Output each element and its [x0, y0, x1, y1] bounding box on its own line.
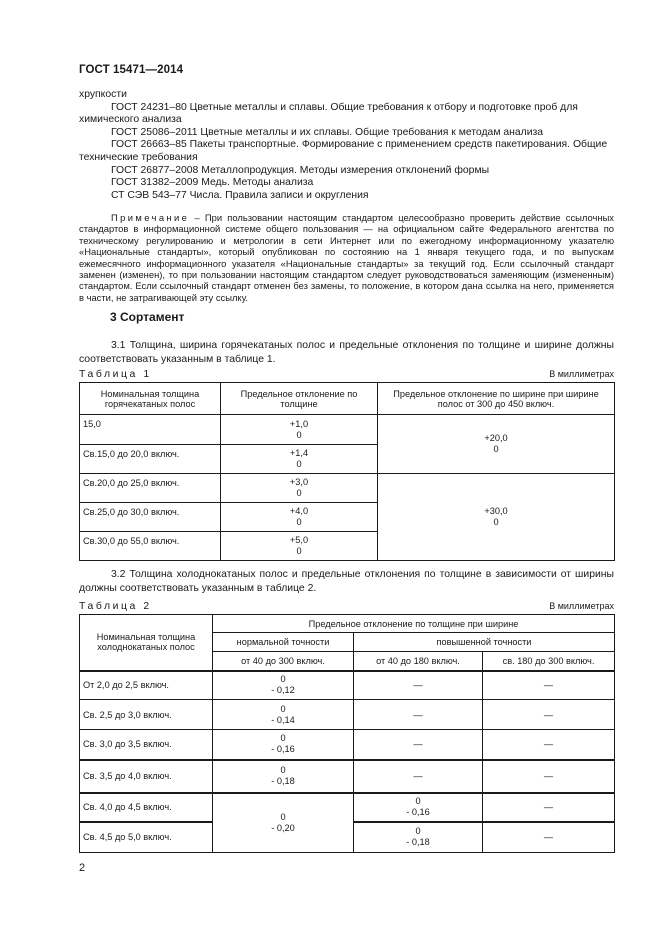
table-2	[79, 614, 615, 853]
reference-item: ГОСТ 24231–80 Цветные металлы и сплавы. Общие требования к отбору и подготовке проб для химического анализа	[79, 101, 578, 126]
table-cell: —	[354, 671, 483, 700]
table-row	[80, 760, 615, 793]
table-row	[80, 700, 615, 730]
table1-caption	[79, 369, 614, 380]
table-cell: Св. 4,0 до 4,5 включ.	[80, 793, 213, 822]
table-cell: Св.15,0 до 20,0 включ.	[80, 445, 221, 474]
table-cell: —	[483, 760, 615, 793]
table-cell: +30,0 0	[378, 474, 615, 561]
table2-title: Таблица 2	[79, 601, 152, 612]
table2-subheader-high2: св. 180 до 300 включ.	[483, 652, 615, 671]
table-cell: Св. 3,5 до 4,0 включ.	[80, 760, 213, 793]
table-cell: —	[483, 822, 615, 853]
document-header: ГОСТ 15471—2014	[79, 64, 184, 76]
table-cell: +4,0 0	[221, 503, 378, 532]
table-cell: 0 - 0,12	[213, 671, 354, 700]
table-cell: 0 - 0,16	[213, 730, 354, 760]
reference-item: СТ СЭВ 543–77 Числа. Правила записи и округления	[111, 189, 369, 201]
table-cell: —	[354, 760, 483, 793]
table2-caption	[79, 601, 614, 612]
table-cell: От 2,0 до 2,5 включ.	[80, 671, 213, 700]
reference-item: ГОСТ 25086–2011 Цветные металлы и их сплавы. Общие требования к методам анализа	[111, 126, 544, 138]
table-row	[80, 730, 615, 760]
table-row	[80, 671, 615, 700]
table2-units: В миллиметрах	[549, 601, 614, 611]
table-cell: Св.30,0 до 55,0 включ.	[80, 532, 221, 561]
table-cell: —	[483, 730, 615, 760]
table1-header-thickness: Номинальная толщина горячекатаных полос	[80, 383, 221, 415]
normative-references	[79, 89, 614, 202]
paragraph-3-1: 3.1 Толщина, ширина горячекатаных полос и предельные отклонения по толщине и ширине должны соответствовать указанным в таблице 1.	[79, 340, 614, 366]
reference-item: ГОСТ 31382–2009 Медь. Методы анализа	[111, 177, 314, 189]
table-cell: +1,4 0	[221, 445, 378, 474]
page-number: 2	[79, 862, 86, 874]
reference-continuation: хрупкости	[79, 89, 127, 100]
table-row	[80, 415, 615, 445]
table-cell: —	[354, 730, 483, 760]
table-cell: Св. 3,0 до 3,5 включ.	[80, 730, 213, 760]
table1-header-width-dev: Предельное отклонение по ширине при ширине полос от 300 до 450 включ.	[378, 383, 615, 415]
table1-header-thickness-dev: Предельное отклонение по толщине	[221, 383, 378, 415]
table-cell: Св. 2,5 до 3,0 включ.	[80, 700, 213, 730]
note-label: Примечание	[111, 212, 190, 223]
table-cell: 0 - 0,18	[213, 760, 354, 793]
table2-subheader-high1: от 40 до 180 включ.	[354, 652, 483, 671]
table-cell: Св.20,0 до 25,0 включ.	[80, 474, 221, 503]
table1-units: В миллиметрах	[549, 369, 614, 379]
table-cell: —	[354, 700, 483, 730]
reference-item: ГОСТ 26663–85 Пакеты транспортные. Формирование с применением средств пакетирования. Общие технические требования	[79, 139, 608, 163]
note-paragraph	[79, 212, 614, 303]
table2-header-high: повышенной точности	[354, 633, 615, 652]
table2-subheader-normal: от 40 до 300 включ.	[213, 652, 354, 671]
table-cell: 0 - 0,16	[354, 793, 483, 822]
table-1	[79, 382, 615, 561]
note-text: – При пользовании настоящим стандартом целесообразно проверить действие ссылочных стандартов в информационной системе общего пользования — на официальном сайте Федерального агентства по техническому регулированию и метрологии в сети Интернет или по ежегодному информационному указателю «Национальные стандарты», который опубликован по состоянию на 1 января текущего года, и по выпускам ежемесячного информационного указателя «Национальные стандарты» за текущий год. Если ссылочный стандарт заменен (изменен), то при пользовании настоящим стандартом следует руководствоваться заменяющим (измененным) стандартом. Если ссылочный стандарт отменен без замены, то положение, в котором дана ссылка на него, применяется в части, не затрагивающей эту ссылку.	[79, 212, 614, 303]
table-cell: +5,0 0	[221, 532, 378, 561]
table2-header-normal: нормальной точности	[213, 633, 354, 652]
table-cell: 0 - 0,20	[213, 793, 354, 853]
table-cell: +20,0 0	[378, 415, 615, 474]
table-cell: +3,0 0	[221, 474, 378, 503]
table1-title: Таблица 1	[79, 369, 152, 380]
table-cell: —	[483, 793, 615, 822]
section-title: 3 Сортамент	[110, 310, 185, 324]
paragraph-3-2: 3.2 Толщина холоднокатаных полос и предельные отклонения по толщине в зависимости от ширины должны соответствовать указанным в таблице 2.	[79, 569, 614, 595]
table-cell: Св. 4,5 до 5,0 включ.	[80, 822, 213, 853]
table-cell: —	[483, 700, 615, 730]
table-cell: Св.25,0 до 30,0 включ.	[80, 503, 221, 532]
table-cell: —	[483, 671, 615, 700]
table-row	[80, 793, 615, 822]
table2-header-dev: Предельное отклонение по толщине при ширине	[213, 615, 615, 633]
table-cell: +1,0 0	[221, 415, 378, 445]
reference-item: ГОСТ 26877–2008 Металлопродукция. Методы измерения отклонений формы	[111, 164, 490, 176]
table-row	[80, 474, 615, 503]
table2-header-thickness: Номинальная толщина холоднокатаных полос	[80, 615, 213, 671]
table-cell: 0 - 0,14	[213, 700, 354, 730]
table-cell: 0 - 0,18	[354, 822, 483, 853]
table-cell: 15,0	[80, 415, 221, 445]
